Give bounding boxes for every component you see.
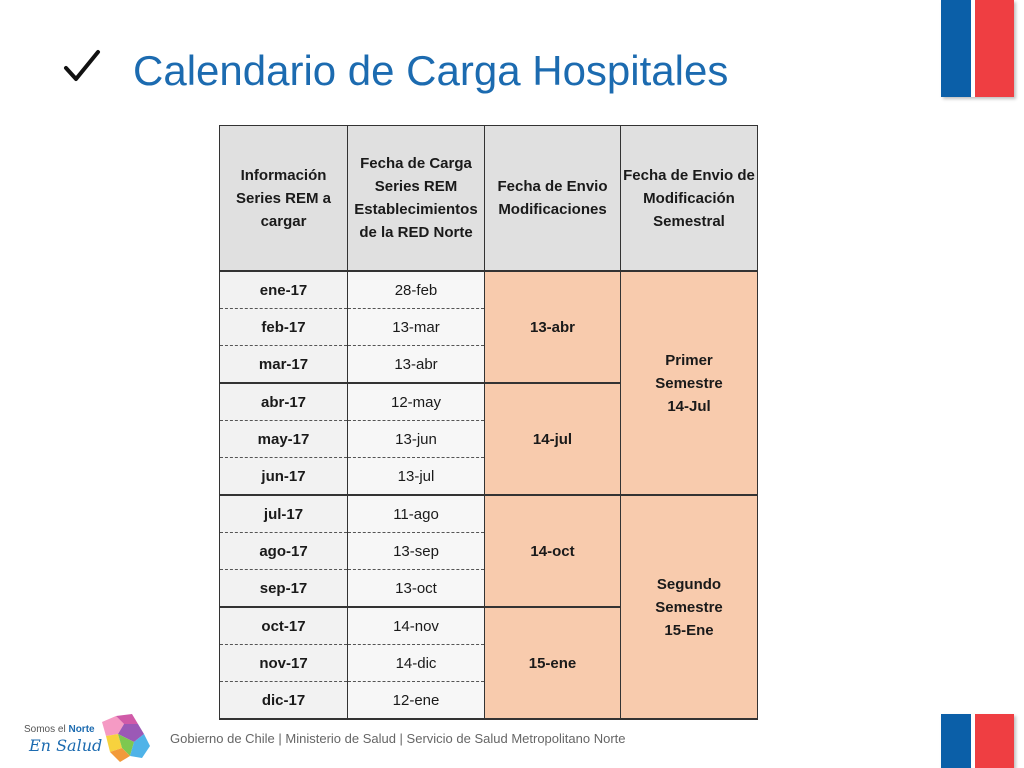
chile-flag-stripe-bottom — [941, 714, 1014, 768]
logo-tagline — [24, 724, 95, 735]
logo-bold-word: Norte — [68, 724, 95, 735]
header-modification-date: Fecha de Envio Modificaciones — [485, 126, 621, 272]
chile-flag-stripe-top — [941, 0, 1014, 97]
load-date-cell: 13-mar — [348, 309, 485, 346]
load-date-cell: 13-jun — [348, 421, 485, 458]
checkmark-icon — [62, 46, 102, 86]
table-row — [220, 495, 758, 533]
month-cell: dic-17 — [220, 682, 348, 720]
month-cell: ago-17 — [220, 533, 348, 570]
month-cell: jun-17 — [220, 458, 348, 496]
header-semester-date: Fecha de Envio de Modificación Semestral — [621, 126, 758, 272]
semester-date: 15-Ene — [664, 621, 714, 639]
load-date-cell: 12-ene — [348, 682, 485, 720]
month-cell: feb-17 — [220, 309, 348, 346]
month-cell: jul-17 — [220, 495, 348, 533]
table-header-row — [220, 126, 758, 272]
month-cell: sep-17 — [220, 570, 348, 608]
header-load-date: Fecha de Carga Series REM Establecimientos de la RED Norte — [348, 126, 485, 272]
load-date-cell: 11-ago — [348, 495, 485, 533]
somos-el-norte-logo — [24, 712, 154, 764]
load-date-cell: 13-abr — [348, 346, 485, 384]
modification-date-cell: 14-jul — [485, 383, 621, 495]
logo-prefix: Somos el — [24, 724, 66, 735]
logo-script-text: En Salud — [29, 736, 103, 755]
load-date-cell: 14-dic — [348, 645, 485, 682]
load-date-cell: 28-feb — [348, 271, 485, 309]
load-date-cell: 13-oct — [348, 570, 485, 608]
load-date-cell: 13-sep — [348, 533, 485, 570]
header-info-series: Información Series REM a cargar — [220, 126, 348, 272]
month-cell: nov-17 — [220, 645, 348, 682]
month-cell: oct-17 — [220, 607, 348, 645]
modification-date-cell: 13-abr — [485, 271, 621, 383]
modification-date-cell: 14-oct — [485, 495, 621, 607]
region-map-icon — [94, 712, 154, 764]
semester-word: Semestre — [655, 598, 723, 616]
load-date-cell: 14-nov — [348, 607, 485, 645]
load-date-cell: 13-jul — [348, 458, 485, 496]
month-cell: may-17 — [220, 421, 348, 458]
semester-cell-second — [621, 495, 758, 719]
month-cell: ene-17 — [220, 271, 348, 309]
month-cell: abr-17 — [220, 383, 348, 421]
schedule-table — [219, 125, 758, 720]
semester-label: Primer — [665, 351, 713, 369]
page-title: Calendario de Carga Hospitales — [133, 47, 729, 94]
table-row — [220, 271, 758, 309]
semester-cell-first — [621, 271, 758, 495]
semester-label: Segundo — [656, 575, 722, 593]
footer-text: Gobierno de Chile | Ministerio de Salud | Servicio de Salud Metropolitano Norte — [170, 731, 626, 746]
modification-date-cell: 15-ene — [485, 607, 621, 719]
semester-date: 14-Jul — [667, 397, 711, 415]
semester-word: Semestre — [655, 374, 723, 392]
load-date-cell: 12-may — [348, 383, 485, 421]
month-cell: mar-17 — [220, 346, 348, 384]
